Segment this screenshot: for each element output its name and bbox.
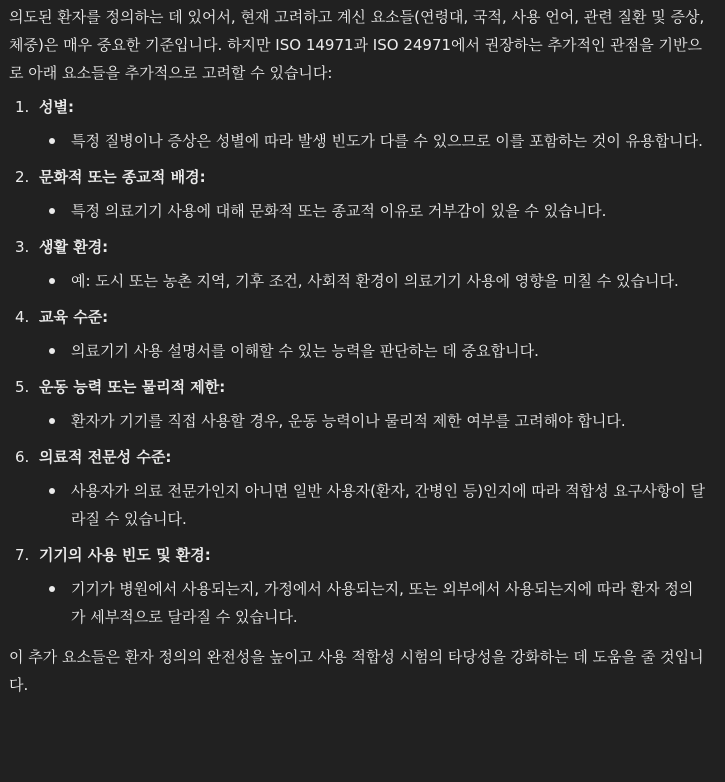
factor-number: 2. <box>15 168 30 186</box>
factor-item <box>9 443 715 533</box>
factor-number: 3. <box>15 238 30 256</box>
factor-number: 4. <box>15 308 30 326</box>
factor-title: 생활 환경: <box>39 238 109 256</box>
bullet-icon <box>49 278 55 284</box>
factor-title: 문화적 또는 종교적 배경: <box>39 168 206 186</box>
factor-detail <box>9 267 715 295</box>
factor-detail-list <box>9 127 715 155</box>
bullet-icon <box>49 586 55 592</box>
factor-detail <box>9 477 715 533</box>
factor-detail-text: 사용자가 의료 전문가인지 아니면 일반 사용자(환자, 간병인 등)인지에 따라 적합성 요구사항이 달라질 수 있습니다. <box>71 482 706 528</box>
factor-detail-text: 특정 질병이나 증상은 성별에 따라 발생 빈도가 다를 수 있으므로 이를 포함하는 것이 유용합니다. <box>71 132 703 150</box>
factor-title: 기기의 사용 빈도 및 환경: <box>39 546 211 564</box>
factor-detail-text: 기기가 병원에서 사용되는지, 가정에서 사용되는지, 또는 외부에서 사용되는지에 따라 환자 정의가 세부적으로 달라질 수 있습니다. <box>71 580 694 626</box>
bullet-icon <box>49 418 55 424</box>
factor-item <box>9 163 715 225</box>
factor-item <box>9 303 715 365</box>
conclusion-paragraph: 이 추가 요소들은 환자 정의의 완전성을 높이고 사용 적합성 시험의 타당성을 강화하는 데 도움을 줄 것입니다. <box>9 648 704 694</box>
factor-item <box>9 541 715 631</box>
bullet-icon <box>49 208 55 214</box>
bullet-icon <box>49 138 55 144</box>
factor-number: 6. <box>15 448 30 466</box>
factor-number: 7. <box>15 546 30 564</box>
factor-detail-text: 예: 도시 또는 농촌 지역, 기후 조건, 사회적 환경이 의료기기 사용에 영향을 미칠 수 있습니다. <box>71 272 679 290</box>
factor-heading <box>9 443 715 471</box>
factor-item <box>9 93 715 155</box>
factor-number: 1. <box>15 98 30 116</box>
factor-title: 교육 수준: <box>39 308 109 326</box>
factor-detail-list <box>9 197 715 225</box>
factor-detail <box>9 127 715 155</box>
factor-heading <box>9 373 715 401</box>
factor-detail-list <box>9 337 715 365</box>
factor-list <box>9 93 715 631</box>
intro-paragraph: 의도된 환자를 정의하는 데 있어서, 현재 고려하고 계신 요소들(연령대, 국적, 사용 언어, 관련 질환 및 증상, 체중)은 매우 중요한 기준입니다. 하지만 ISO 14971과 ISO 24971에서 권장하는 추가적인 관점을 기반으로 아래 요소들을 추가적으로 고려할 수 있습니다: <box>9 8 705 82</box>
factor-detail-text: 특정 의료기기 사용에 대해 문화적 또는 종교적 이유로 거부감이 있을 수 있습니다. <box>71 202 607 220</box>
factor-item <box>9 373 715 435</box>
bullet-icon <box>49 348 55 354</box>
factor-title: 성별: <box>39 98 74 116</box>
factor-detail-list <box>9 575 715 631</box>
factor-detail <box>9 407 715 435</box>
factor-detail <box>9 337 715 365</box>
factor-detail <box>9 575 715 631</box>
factor-heading <box>9 541 715 569</box>
factor-heading <box>9 303 715 331</box>
factor-number: 5. <box>15 378 30 396</box>
factor-title: 의료적 전문성 수준: <box>39 448 172 466</box>
factor-heading <box>9 93 715 121</box>
factor-detail-text: 환자가 기기를 직접 사용할 경우, 운동 능력이나 물리적 제한 여부를 고려해야 합니다. <box>71 412 626 430</box>
factor-detail-list <box>9 477 715 533</box>
factor-item <box>9 233 715 295</box>
factor-detail-text: 의료기기 사용 설명서를 이해할 수 있는 능력을 판단하는 데 중요합니다. <box>71 342 539 360</box>
factor-detail-list <box>9 267 715 295</box>
factor-detail-list <box>9 407 715 435</box>
factor-detail <box>9 197 715 225</box>
factor-heading <box>9 233 715 261</box>
factor-title: 운동 능력 또는 물리적 제한: <box>39 378 226 396</box>
bullet-icon <box>49 488 55 494</box>
factor-heading <box>9 163 715 191</box>
